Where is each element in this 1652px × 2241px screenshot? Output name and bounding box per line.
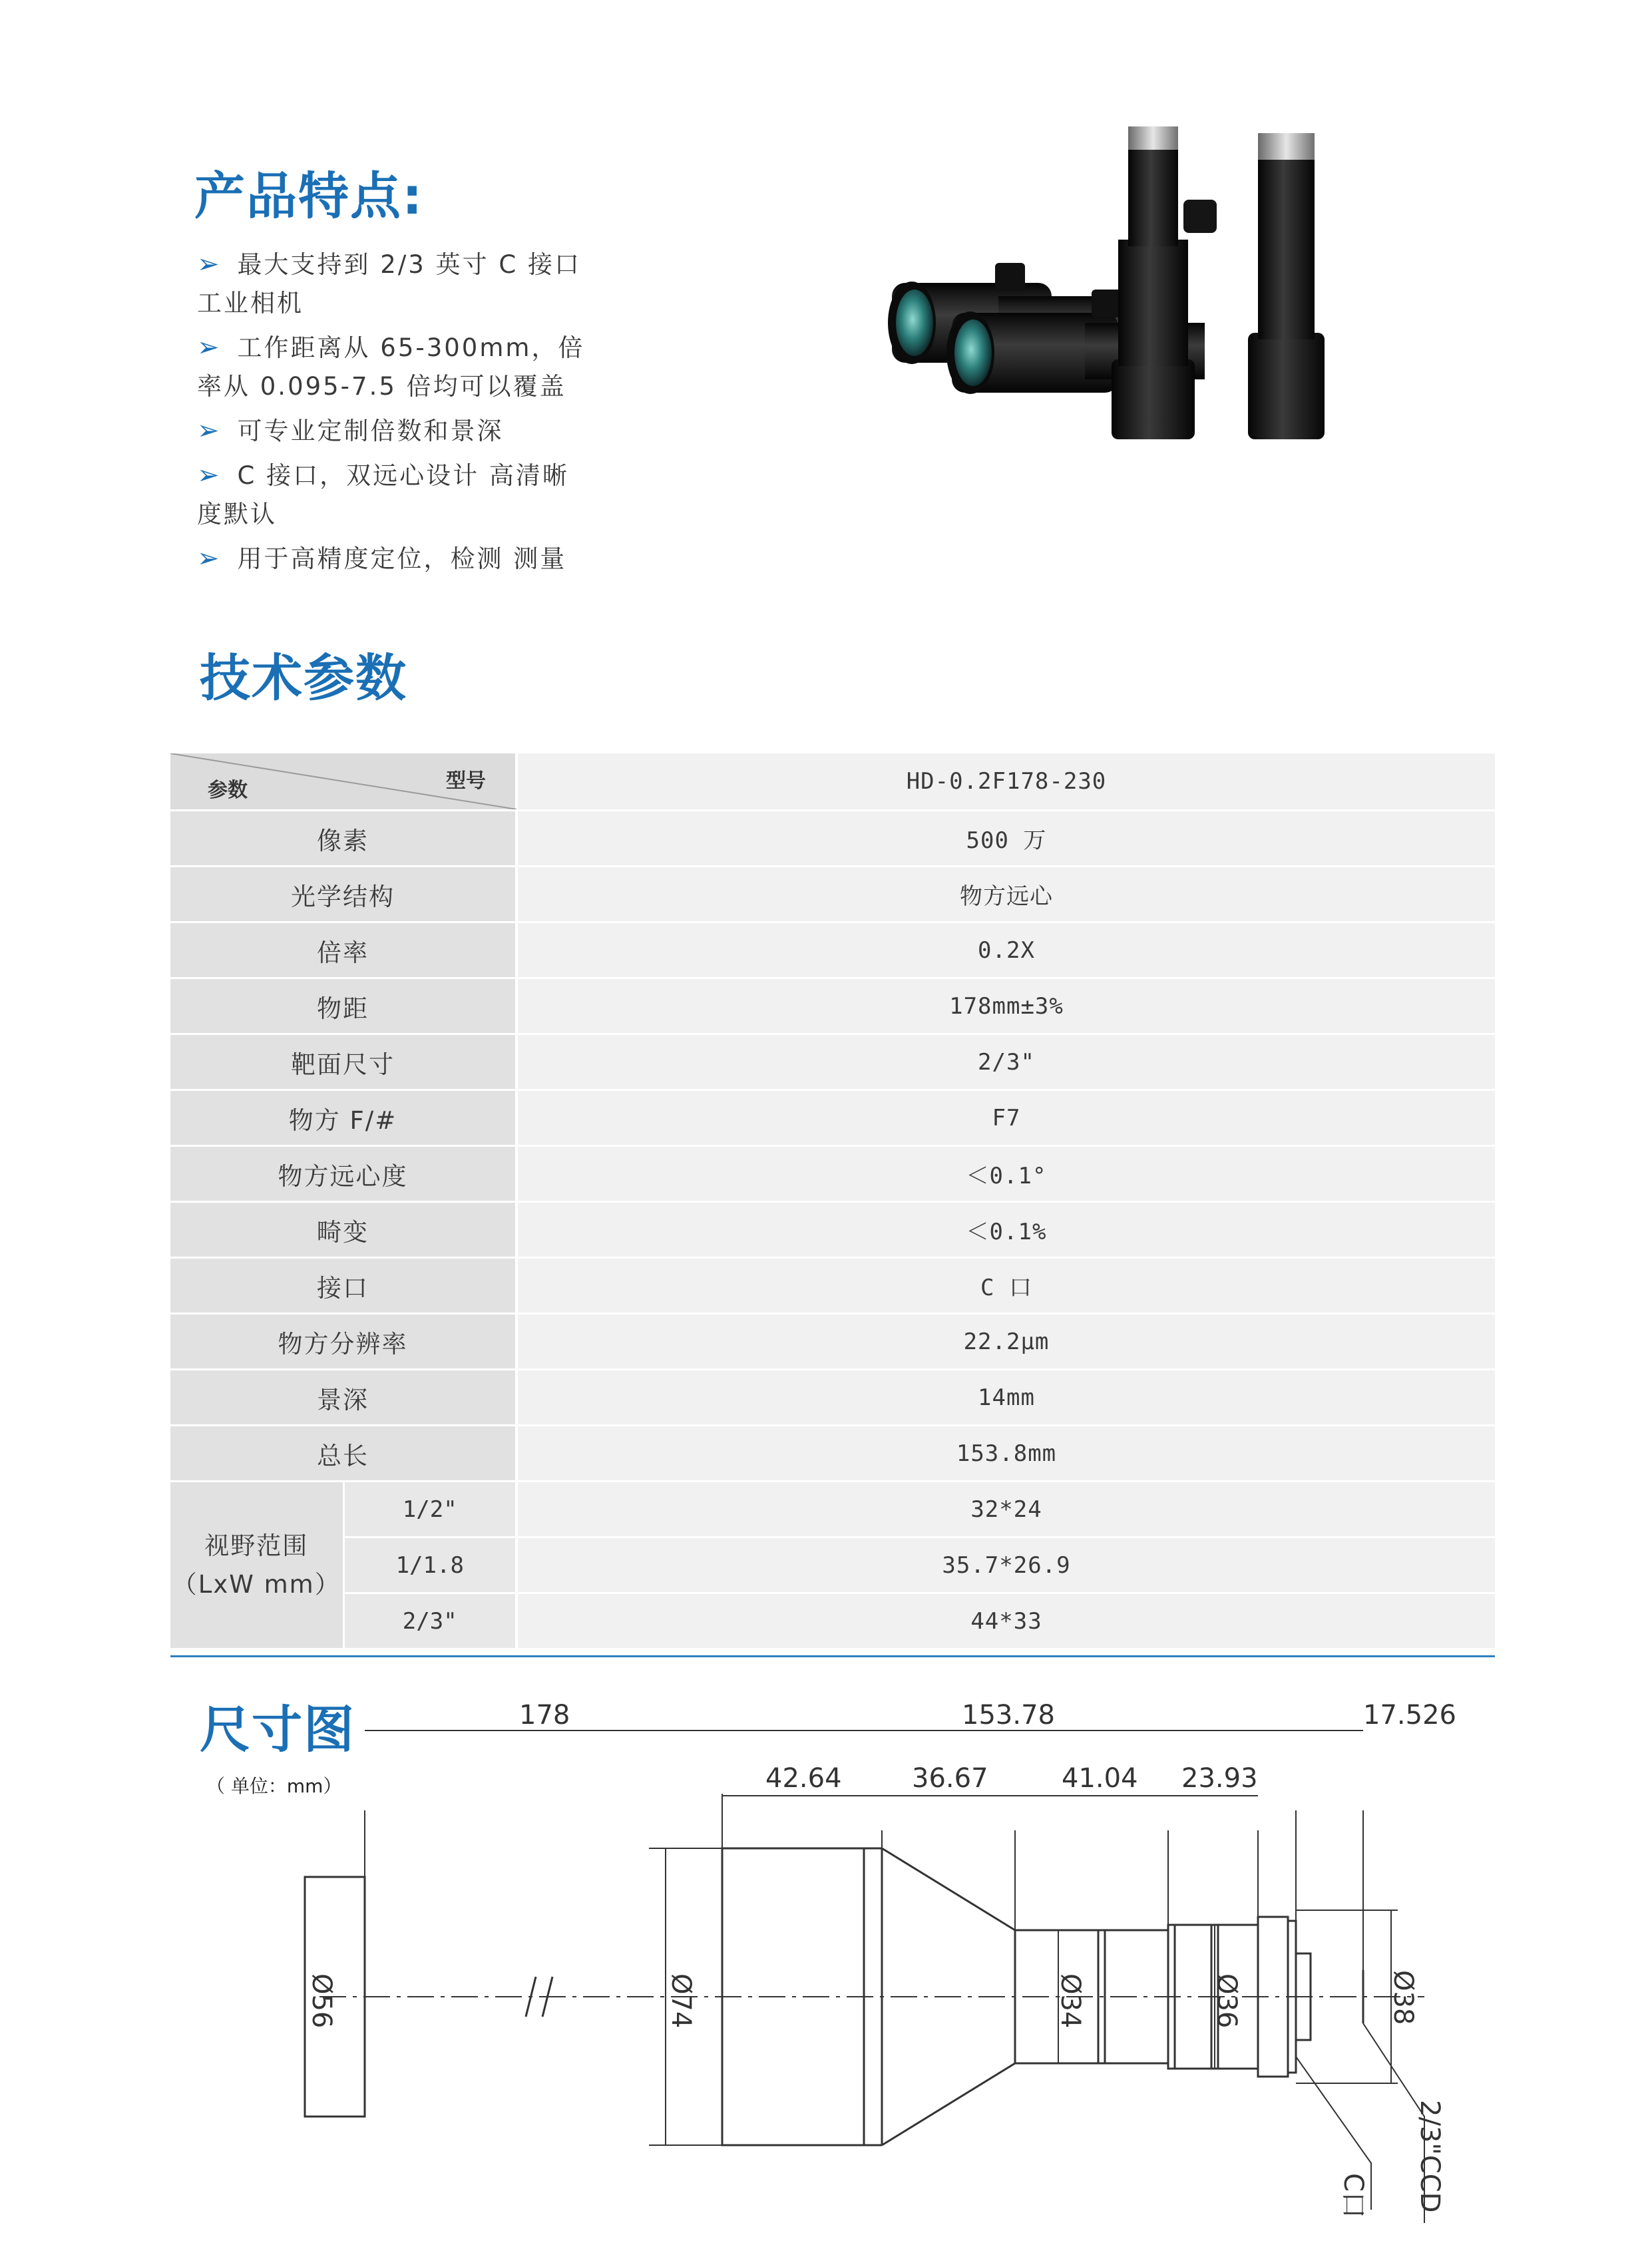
param-label: 总长 xyxy=(170,1426,516,1482)
lens-vertical-1 xyxy=(1112,126,1217,439)
model-cell: HD-0.2F178-230 xyxy=(516,753,1495,811)
spec-table xyxy=(170,753,1495,1650)
fov-label: 视野范围 xyxy=(204,1531,309,1560)
param-value: 500 万 xyxy=(516,811,1495,867)
corner-model-label: 型号 xyxy=(446,769,486,793)
header-corner-cell xyxy=(170,753,516,811)
fov-unit: （LxW mm） xyxy=(172,1569,341,1599)
feature-text: 工作距离从 65-300mm，倍率从 0.095-7.5 倍均可以覆盖 xyxy=(197,333,585,401)
param-label: 靶面尺寸 xyxy=(170,1034,516,1090)
table-row xyxy=(170,922,1495,978)
tech-title: 技术参数 xyxy=(200,648,407,708)
param-value: 14mm xyxy=(516,1370,1495,1426)
param-value: F7 xyxy=(516,1090,1495,1146)
table-row xyxy=(170,1482,1495,1537)
table-row xyxy=(170,867,1495,922)
mount-label: C口 xyxy=(1338,2173,1368,2218)
table-row xyxy=(170,1537,1495,1593)
arrow-bullet-icon: ➢ xyxy=(197,415,222,446)
fov-sensor: 1/2" xyxy=(343,1482,516,1537)
features-list xyxy=(197,245,590,584)
param-value: 2/3" xyxy=(516,1034,1495,1090)
param-value: 178mm±3% xyxy=(516,978,1495,1034)
lens-vertical-2 xyxy=(1248,133,1325,439)
param-label: 物方 F/# xyxy=(170,1090,516,1146)
feature-text: 用于高精度定位，检测 测量 xyxy=(237,544,567,573)
dim-label: 42.64 xyxy=(765,1763,842,1794)
param-value: 153.8mm xyxy=(516,1426,1495,1482)
param-value: 0.2X xyxy=(516,922,1495,978)
list-item xyxy=(197,539,590,578)
fov-value: 44*33 xyxy=(516,1593,1495,1649)
param-label: 像素 xyxy=(170,811,516,867)
fov-label-cell xyxy=(170,1482,343,1649)
corner-param-label: 参数 xyxy=(208,779,248,802)
sensor-label: 2/3"CCD xyxy=(1414,2100,1445,2213)
arrow-bullet-icon: ➢ xyxy=(197,332,222,363)
fov-value: 32*24 xyxy=(516,1482,1495,1537)
feature-text: 可专业定制倍数和景深 xyxy=(237,417,504,445)
param-value: ＜0.1° xyxy=(516,1146,1495,1202)
feature-text: 最大支持到 2/3 英寸 C 接口工业相机 xyxy=(197,250,581,317)
unit-note: （ 单位：mm） xyxy=(206,1775,342,1797)
param-label: 景深 xyxy=(170,1370,516,1426)
table-row xyxy=(170,978,1495,1034)
list-item xyxy=(197,411,590,451)
param-label: 畸变 xyxy=(170,1202,516,1258)
param-value: 22.2μm xyxy=(516,1314,1495,1370)
param-label: 物方分辨率 xyxy=(170,1314,516,1370)
dim-label: 23.93 xyxy=(1181,1763,1258,1794)
param-label: 物方远心度 xyxy=(170,1146,516,1202)
table-row xyxy=(170,1314,1495,1370)
param-value: 物方远心 xyxy=(516,867,1495,922)
table-row xyxy=(170,1370,1495,1426)
table-header-row xyxy=(170,753,1495,811)
list-item xyxy=(197,456,590,534)
table-row xyxy=(170,1426,1495,1482)
product-photo xyxy=(885,120,1398,453)
fov-value: 35.7*26.9 xyxy=(516,1537,1495,1593)
diameter-label: Ø56 xyxy=(306,1973,337,2029)
dim-label: 41.04 xyxy=(1062,1763,1138,1794)
table-row xyxy=(170,811,1495,867)
diameter-label: Ø74 xyxy=(666,1973,696,2029)
list-item xyxy=(197,328,590,406)
table-row xyxy=(170,1593,1495,1649)
param-label: 倍率 xyxy=(170,922,516,978)
param-value: C 口 xyxy=(516,1258,1495,1314)
features-title: 产品特点: xyxy=(194,166,424,226)
table-row xyxy=(170,1202,1495,1258)
dim-label: 153.78 xyxy=(962,1700,1055,1731)
param-label: 物距 xyxy=(170,978,516,1034)
feature-text: C 接口，双远心设计 高清晰度默认 xyxy=(197,461,569,528)
diameter-label: Ø38 xyxy=(1388,1970,1418,2025)
fov-sensor: 2/3" xyxy=(343,1593,516,1649)
param-label: 接口 xyxy=(170,1258,516,1314)
break-mark xyxy=(526,1977,536,2017)
list-item xyxy=(197,245,590,323)
table-row xyxy=(170,1090,1495,1146)
table-row xyxy=(170,1146,1495,1202)
dim-label: 178 xyxy=(519,1700,570,1731)
table-row xyxy=(170,1034,1495,1090)
param-value: ＜0.1% xyxy=(516,1202,1495,1258)
dim-label: 17.526 xyxy=(1363,1700,1456,1731)
arrow-bullet-icon: ➢ xyxy=(197,249,222,280)
table-row xyxy=(170,1258,1495,1314)
dimensions-title: 尺寸图 xyxy=(200,1700,355,1759)
param-label: 光学结构 xyxy=(170,867,516,922)
dim-label: 36.67 xyxy=(912,1763,988,1794)
diameter-label: Ø34 xyxy=(1055,1973,1086,2029)
fov-sensor: 1/1.8 xyxy=(343,1537,516,1593)
dimension-drawing xyxy=(0,1657,1652,2241)
diameter-label: Ø36 xyxy=(1211,1973,1242,2029)
arrow-bullet-icon: ➢ xyxy=(197,543,222,574)
arrow-bullet-icon: ➢ xyxy=(197,460,222,491)
